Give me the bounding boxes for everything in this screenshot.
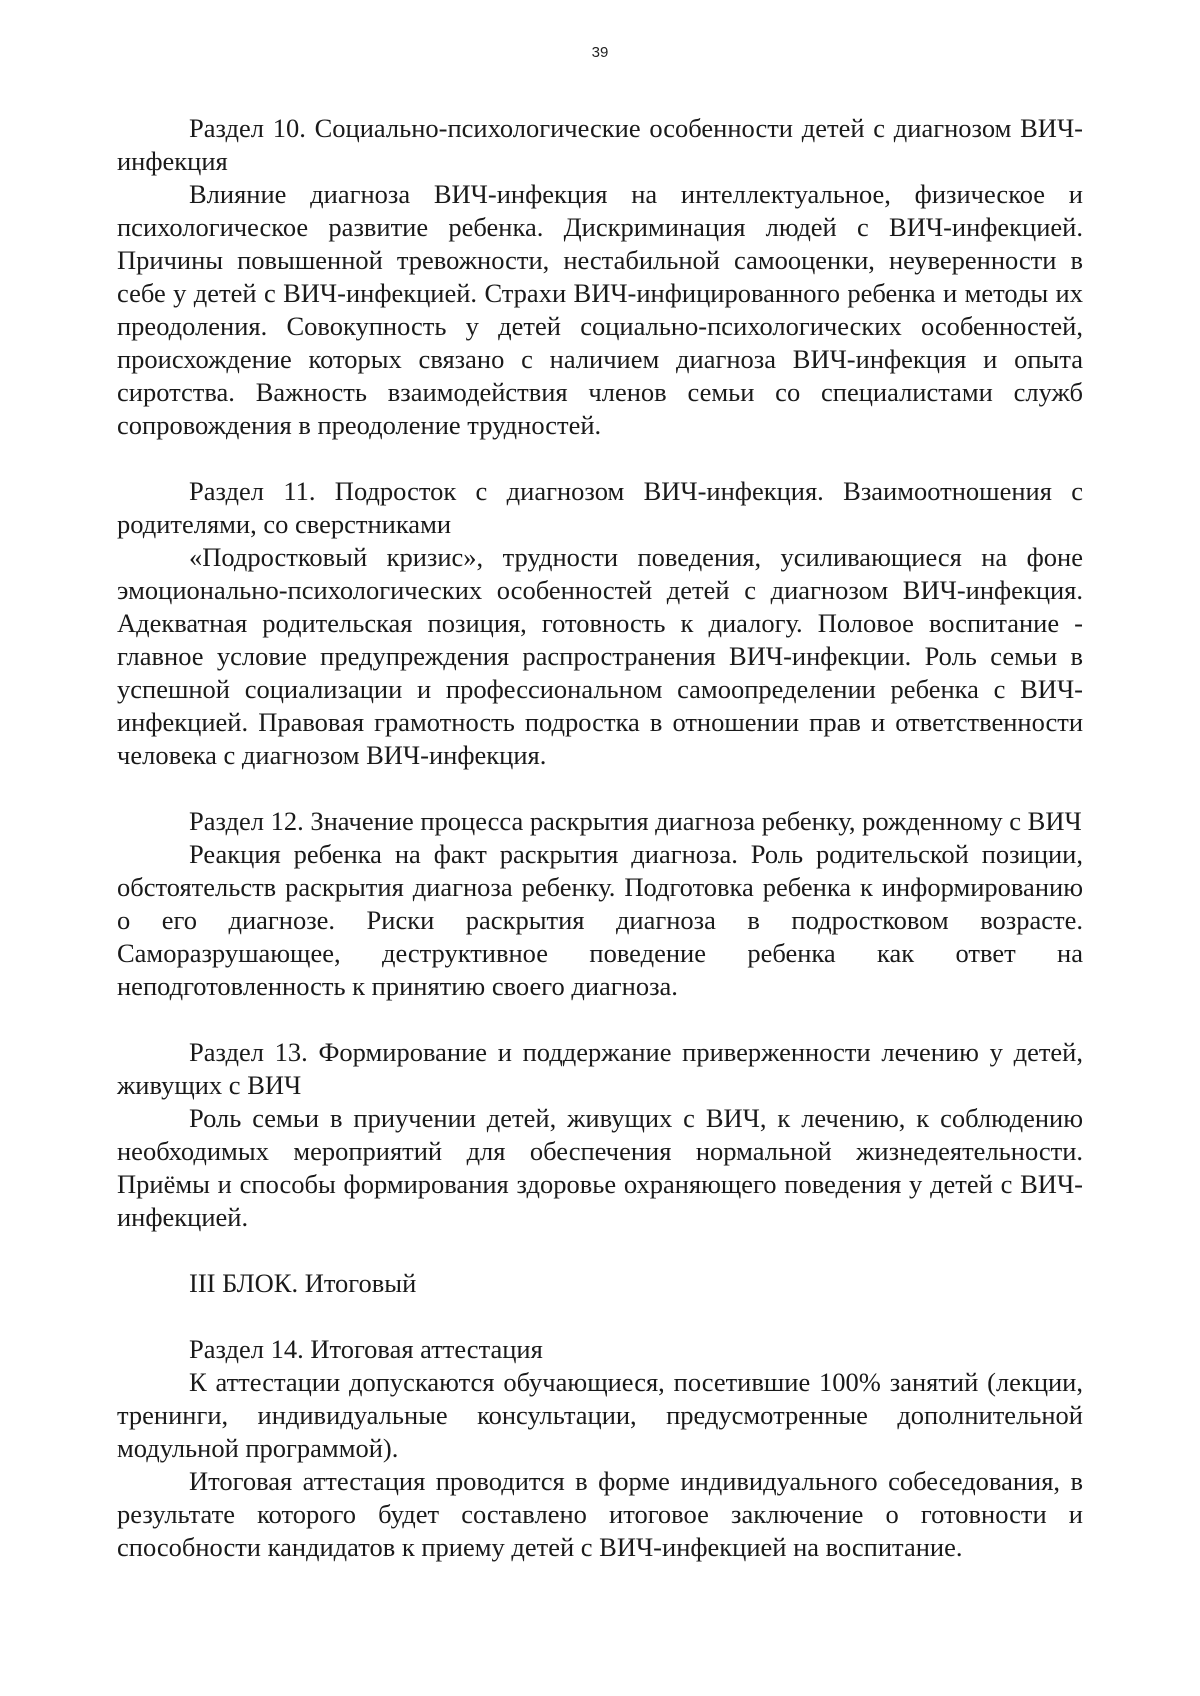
section-heading: Раздел 10. Социально-психологические особенности детей с диагнозом ВИЧ-инфекция [117,113,1083,176]
section-14 [117,1333,1083,1564]
block-heading: III БЛОК. Итоговый [189,1268,417,1298]
section-paragraph: Роль семьи в приучении детей, живущих с ВИЧ, к лечению, к соблюдению необходимых мероприятий для обеспечения нормальной жизнедеятельности. Приёмы и способы формирования здоровье охраняющего поведения у детей с ВИЧ-инфекцией. [117,1103,1083,1232]
section-paragraph: Реакция ребенка на факт раскрытия диагноза. Роль родительской позиции, обстоятельств раскрытия диагноза ребенку. Подготовка ребенка к информированию о его диагнозе. Риски раскрытия диагноза в подростковом возрасте. Саморазрушающее, деструктивное поведение ребенка как ответ на неподготовленность к принятию своего диагноза. [117,839,1083,1001]
section-paragraph: «Подростковый кризис», трудности поведения, усиливающиеся на фоне эмоционально-психологических особенностей детей с диагнозом ВИЧ-инфекция. Адекватная родительская позиция, готовность к диалогу. Половое воспитание - главное условие предупреждения распространения ВИЧ-инфекции. Роль семьи в успешной социализации и профессиональном самоопределении ребенка с ВИЧ-инфекцией. Правовая грамотность подростка в отношении прав и ответственности человека с диагнозом ВИЧ-инфекция. [117,542,1083,770]
section-12 [117,805,1083,1003]
section-paragraph: К аттестации допускаются обучающиеся, посетившие 100% занятий (лекции, тренинги, индивидуальные консультации, предусмотренные дополнительной модульной программой). [117,1367,1083,1463]
section-13 [117,1036,1083,1234]
section-paragraph: Итоговая аттестация проводится в форме индивидуального собеседования, в результате которого будет составлено итоговое заключение о готовности и способности кандидатов к приему детей с ВИЧ-инфекцией на воспитание. [117,1466,1083,1562]
section-heading: Раздел 12. Значение процесса раскрытия диагноза ребенку, рожденному с ВИЧ [189,806,1082,836]
section-heading: Раздел 11. Подросток с диагнозом ВИЧ-инфекция. Взаимоотношения с родителями, со сверстниками [117,476,1083,539]
section-heading: Раздел 14. Итоговая аттестация [189,1334,543,1364]
block-iii [117,1267,1083,1300]
section-10 [117,112,1083,442]
page-number: 39 [591,44,609,61]
section-heading: Раздел 13. Формирование и поддержание приверженности лечению у детей, живущих с ВИЧ [117,1037,1083,1100]
document-body [117,112,1083,1564]
section-11 [117,475,1083,772]
section-paragraph: Влияние диагноза ВИЧ-инфекция на интеллектуальное, физическое и психологическое развитие ребенка. Дискриминация людей с ВИЧ-инфекцией. Причины повышенной тревожности, нестабильной самооценки, неуверенности в себе у детей с ВИЧ-инфекцией. Страхи ВИЧ-инфицированного ребенка и методы их преодоления. Совокупность у детей социально-психологических особенностей, происхождение которых связано с наличием диагноза ВИЧ-инфекция и опыта сиротства. Важность взаимодействия членов семьи со специалистами служб сопровождения в преодоление трудностей. [117,179,1083,440]
